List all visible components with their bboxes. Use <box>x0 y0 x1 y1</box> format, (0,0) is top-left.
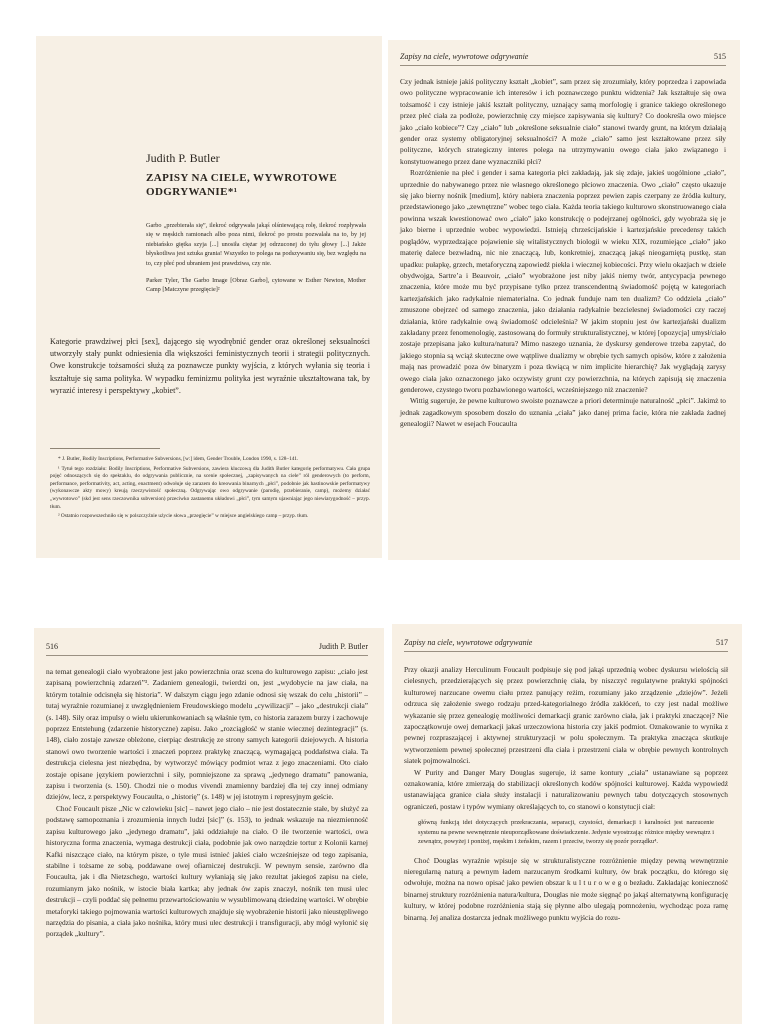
running-head-author: Judith P. Butler <box>318 642 368 651</box>
paragraph: Choć Foucault pisze „Nic w człowieku [sic] – nawet jego ciało – nie jest dostatecznie stałe, by służyć za podstawę samopoznania i zrozumienia innych ludzi [sic]” (s. 153), to jednak wskazuje na niezmienność zapisu kulturowego jako „jedynego dramatu”, jaki oddziałuje na ciało. O ile tworzenie wartości, owa historyczna forma znaczenia, wymaga destrukcji ciała, podobnie jak owo narzędzie tortur z Kolonii karnej Kafki niszczące ciało, na którym pisze, o tyle musi istnieć jakieś ciało wcześniejsze od tego zapisania, stabilne i tożsame ze sobą, poddawane owej ofiarniczej destrukcji. W pewnym sensie, zarówno dla Foucaulta, jak i dla Nietzschego, wartości kultury wyłaniają się jako rezultat jakiegoś zapisu na ciele, rozumianym jako nośnik, w istocie biała kartka; aby jednak ów zapis znaczył, nośnik ten musi ulec destrukcji – czyli poddać się pełnemu przewartościowaniu w wysublimowaną dziedzinę wartości. W obrębie metaforyki takiego pojmowania wartości kulturowych znajduje się wyobrażenie historii jako nieustępliwego narzędzia do pisania, a ciała jako nośnika, który musi ulec destrukcji i transfiguracji, aby mógł wyłonić się porządek „kultury”. <box>46 803 368 939</box>
paragraph: Przy okazji analizy Herculinum Foucault podpisuje się pod jakąś uprzednią wobec dyskursu wielością sił cielesnych, przedzierających się przez powierzchnię ciała, by niszczyć regulatywne praktyki spójności kulturowej narzucane owemu ciału przez panujący reżim, rozumiany jako zrządzenie „dziejów”. Jeżeli odrzuca się założenie swego rodzaju przed-kategorialnego źródła zakłóceń, to czy jest nadal możliwe wykazanie się przez genealogię możliwości demarkacji granic zarówno ciała, jak i praktyki znaczącej? Nie zapoczątkowuje owej demarkacji jakaś urzeczowiona historia czy jakiś podmiot. Oznakowanie to wynika z pewnej rozpraszającej i aktywnej strukturyzacji w polu społecznym. Ta praktyka znacząca skutkuje wytworzeniem pewnej społecznej przestrzeni dla ciała i przestrzeni ciała w obrębie pewnych kontrolnych siatek pojmowalności. <box>404 665 728 766</box>
running-head-title: Zapisy na ciele, wywrotowe odgrywanie <box>400 52 529 61</box>
lead-paragraph: Kategorie prawdziwej płci [sex], dającego się wyodrębnić gender oraz określonej seksualności utworzyły stały punkt odniesienia dla większości feministycznych teorii i strategii politycznych. Owe konstrukcje tożsamości służą za poznawcze punkty wyjścia, z których wyłania się teoria i kształtuje się sama polityka. W wypadku feminizmu polityka jest wyraźnie ukształtowana tak, by wyrazić interesy i perspektywy „kobiet”. <box>50 337 370 395</box>
paragraph: Wittig sugeruje, że pewne kulturowo swoiste poznawcze a priori determinuje naturalność „płci”. Jakimż to jednak zagadkowym sposobem doszło do uznania „ciała” jako danej prima facie, która nie zakłada żadnej genealogii? Nawet w esejach Foucaulta <box>400 396 726 429</box>
paragraph: Choć Douglas wyraźnie wpisuje się w strukturalistyczne rozróżnienie między pewną wewnętrznie nieregularną naturą a pewnym ładem narzucanym środkami kultury, ów brak początku, do którego się odwołuje, można na nowo opisać jako pewien obszar k u l t u r o w e g o bezładu. Zakładając konieczność binarnej struktury rozróżnienia natura/kultura, Douglas nie może sięgnąć po jakąś alternatywną konfigurację kultury, w której podobne rozróżnienia stają się płynne albo ulegają pomnożeniu, wychodząc poza ramę binarną. Jej analiza dostarcza jednak możliwego punktu wyjścia do rozu- <box>404 855 728 922</box>
running-head <box>404 638 728 647</box>
header-rule <box>400 65 726 66</box>
page-body <box>46 666 368 940</box>
block-quote: główną funkcją idei dotyczących przekraczania, separacji, czystości, demarkacji i karalności jest narzucenie systemu na pewne wewnętrznie nieuporządkowane doświadczenie. Jedynie wyostrzając różnice między wewnątrz i zewnątrz, powyżej i poniżej, męskim i żeńskim, razem i przeciw, tworzy się pozór porządku⁴. <box>418 819 714 846</box>
footnotes <box>50 456 370 523</box>
paragraph: Czy jednak istnieje jakiś polityczny kształt „kobiet”, sam przez się zrozumiały, który poprzedza i zapowiada owo polityczne wypracowanie ich interesów i ich poznawczego punktu widzenia? Jak kształtuje się owa tożsamość i czy istnieje jakiś kształt polityczny, uznający samą morfologię i granice takiego określonego przez płeć ciała za podłoże, powierzchnię czy miejsce zapisywania się kultury? Co dookreśla owo miejsce jako „ciało kobiece”? Czy „ciało” lub „określone seksualnie ciało” stanowi twardy grunt, na którym działają gender oraz systemy obligatoryjnej seksualności? A może „ciało” samo jest kształtowane przez siły polityczne, których strategiczny interes polega na utrzymywaniu owego ciała jako związanego i konstytuowanego przez dane wyznaczniki płci? <box>400 77 726 166</box>
running-head-title: Zapisy na ciele, wywrotowe odgrywanie <box>404 638 533 647</box>
page-number: 515 <box>714 52 726 61</box>
paragraph: na temat genealogii ciało wyobrażone jest jako powierzchnia oraz scena do kulturowego zapisu: „ciało jest zapisaną powierzchnią zdarzeń”³. Zadaniem genealogii, twierdzi on, jest „wydobycie na jaw ciała, na którym totalnie odcisnęła się historia”. W dalszym ciągu jego zdanie odnosi się wszak do celu „historii” – tutaj wyraźnie rozumianej z uwzględnieniem Freudowskiego modelu „cywilizacji” – jako „destrukcji ciała” (s. 148). Siły oraz impulsy o wielu ukierunkowaniach są właśnie tym, co historia zarazem burzy i zachowuje poprzez Entstehung (zdarzenie historyczne) zapisu. Jako „rozciągłość w stanie wiecznej dezintegracji” (s. 148), ciało zostaje zawsze obleżone, cierpiąc destrukcję ze strony samych kategorii dziejowych. A historia stanowi owo tworzenie wartości i znaczeń poprzez praktykę znaczącą, wymagającą poddaństwa ciała. Ta destrukcja cielesna jest niezbędna, by wytworzyć mówiący podmiot wraz z jego znaczeniami. Oto ciało zostaje opisane językiem powierzchni i siły, pomniejszone za sprawą „jedynego dramatu” panowania, zapisu i tworzenia (s. 150). Chodzi nie o modus vivendi znamienny bardziej dla tej czy innej odmiany dziejów, lecz, z perspektywy Foucaulta, o „historię” (s. 148) w jej istotnym i represyjnym geście. <box>46 667 368 802</box>
epigraph <box>146 221 366 303</box>
paragraph: Rozróżnienie na płeć i gender i sama kategoria płci zakładają, jak się zdaje, jakieś uogólnione „ciało”, uprzednie do nabywanego przez nie własnego określonego płciowo znaczenia. Owo „ciało” często ukazuje się jako bierny nośnik [medium], który nabiera znaczenia poprzez pewien zapis czerpany ze źródła kultury, przedstawionego jako „zewnętrzne” wobec tego ciała. Każda teoria takiego kulturowo skonstruowanego ciała powinna wszak kwestionować owo „ciało” jako konstrukcję o podejrzanej ogólności, gdy wyobraża się je jako bierne i uprzednie wobec wypowiedzi. Istnieją chrześcijańskie i kartezjańskie precedensy takich poglądów, wyprzedzające pojawienie się witalistycznych biologii w wieku XIX, rozumiejące „ciało” jako materię dalece bezwładną, nic nie znaczącą, lub, konkretniej, znaczącą jakąś nieogarniętą pustkę, stan upadku: pułapkę, grzech, metaforyczną zapowiedź piekła i wiecznej kobiecości. Przy wielu okazjach w dziele obydwojga, Sartre’a i Beauvoir, „ciało” wyobrażone jest niby jakiś niemy twór, antycypacja pewnego znaczenia, które może mu być przypisane tylko przez transcendentną świadomość pojętą w kategoriach kartezjańskich jako radykalnie niematerialna. Co jednak funduje nam ten dualizm? Co oddziela „ciało” zmuszone obejrzeć od samego znaczenia, jako działania radykalnie bezcielesnej świadomości czy raczej działania, które radykalnie ową świadomość odcieleśnia? W jakim stopniu jest ów kartezjański dualizm zakładany przez fenomenologię, zastosowaną do formuły strukturalistycznej, w której [opozycja] umysł/ciało zostaje przepisana jako kultura/natura? Mimo naszego uznania, że dyskursy genderowe trzeba zapytać, do jakiego stopnia są wciąż skuteczne owe wątpliwe dualizmy w obrębie tych samych opisów, które z założenia mają nas prowadzić poza ów binaryzm i poza tkwiącą w nim implicite hierarchię? Jak wyglądają zarysy owego ciała jako oznaczonego jako oczywisty grunt czy powierzchnia, na których zapisują się znaczenia genderowe, czystego tworu pozbawionego wartości, wcześniejszego niż znaczenie? <box>400 168 726 394</box>
header-rule <box>404 651 728 652</box>
chapter-title: ZAPISY NA CIELE, WYWROTOWE ODGRYWANIE*¹ <box>146 172 338 198</box>
page-number: 517 <box>716 638 728 647</box>
page-body <box>404 664 728 923</box>
footnote: ¹ Tytuł tego rozdziału: Bodily Inscriptions, Performative Subversions, zawiera kluczową dla Judith Butler kategorię performatywu. Cała grupa pojęć odnoszących się do spektaklu, do odgrywania publicznie, na scenie społecznej, „zapisywanych na ciele” ról genderowych (to perform, performance, performativity, act, acting, enactment) odwołuje się zarazem do kreowania binarnych „płci”, podobnie jak hastinowskie performatywy (wykonawcze akty mowy) kreują rzeczywistość społeczną. Odgrywając owo odgrywanie (parodię, przebieranie, camp), możemy działać „wywrotowo” (skd jest sens rzeczownika subversion) przeciwko zastanemu układowi „płci”, tym samym ujawniając jego niewiarygodność – przyp. tłum. <box>50 465 370 510</box>
page-body <box>400 76 726 430</box>
footnote-divider <box>50 448 160 449</box>
header-rule <box>46 655 368 656</box>
page-514 <box>36 36 382 558</box>
author-name: Judith P. Butler <box>146 151 220 165</box>
epigraph-text: Garbo „przebierała się”, ilekroć odgrywała jakąś olśniewającą rolę, ilekroć rozpływała się w męskich ramionach albo poza nimi, ilekroć po prostu pozwalała na to, by jej niebiańsko giętka szyja [...] unosiła ciężar jej odrzuconej do tyłu głowy [...] Jakże błyskotliwa jest sztuka grania! Wszystko to polega na podszywaniu się, bez względu na to, czy płeć pod ubraniem jest prawdziwa, czy nie. <box>146 222 366 267</box>
page-516 <box>34 628 384 1024</box>
footnote: * J. Butler, Bodily Inscriptions, Performative Subversions, [w:] idem, Gender Trouble, London 1990, s. 128–141. <box>58 456 299 462</box>
page-517 <box>392 624 742 1024</box>
footnote: ² Ostatnio rozpowszechniło się w polszczyźnie użycie słowa „przegięcie” w miejsce angielskiego camp – przyp. tłum. <box>58 513 309 520</box>
page-number: 516 <box>46 642 58 651</box>
paragraph: W Purity and Danger Mary Douglas sugeruje, iż same kontury „ciała” ustanawiane są poprzez oznakowania, które zmierzają do stabilizacji określonych kodów spójności kulturowej. Każda wypowiedź ustanawiająca granice ciała służy instalacji i naturalizowaniu pewnych tabu dotyczących stosownych ograniczeń, postaw i typów wymiany określających to, co stanowi o konstytucji ciał: <box>404 767 728 811</box>
epigraph-source: Parker Tyler, The Garbo Image [Obraz Garbo], cytowane w Esther Newton, Mother Camp [Matczyne przegięcie]² <box>146 277 366 294</box>
page-515 <box>388 40 740 560</box>
running-head <box>400 52 726 61</box>
running-head <box>46 642 368 651</box>
